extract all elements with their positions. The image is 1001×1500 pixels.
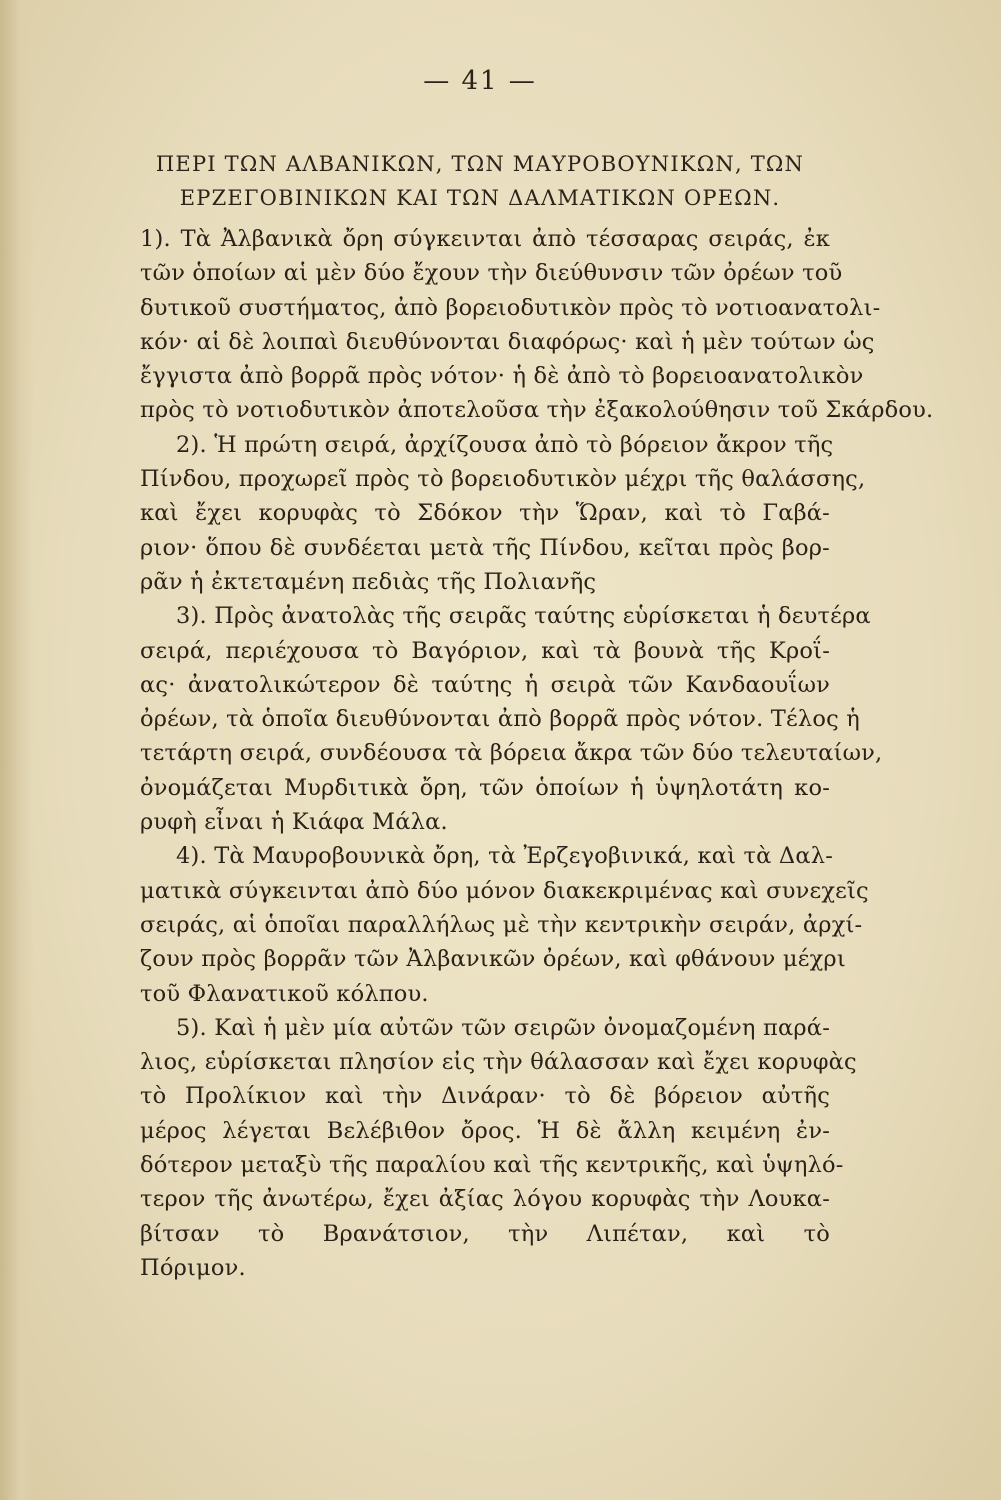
text-line: τῶν ὁποίων αἱ μὲν δύο ἔχουν τὴν διεύθυνσιν τῶν ὀρέων τοῦ — [140, 260, 843, 287]
text-line: 5). Καὶ ἡ μὲν μία αὐτῶν τῶν σειρῶν ὀνομαζομένη παρά- — [176, 1014, 830, 1041]
text-line: κόν· αἱ δὲ λοιπαὶ διευθύνονται διαφόρως· καὶ ἡ μὲν τούτων ὡς — [140, 328, 875, 355]
page-edge-shadow — [0, 0, 34, 1500]
text-line: δότερον μεταξὺ τῆς παραλίου καὶ τῆς κεντρικῆς, καὶ ὑψηλό- — [140, 1152, 844, 1179]
chapter-heading-line-2: ΕΡΖΕΓΟΒΙΝΙΚΩΝ ΚΑΙ ΤΩΝ ΔΑΛΜΑΤΙΚΩΝ ΟΡΕΩΝ. — [179, 186, 781, 210]
text-line: ας· ἀνατολικώτερον δὲ ταύτης ἡ σειρὰ τῶν Κανδαουΐων — [140, 671, 830, 698]
text-line: ριον· ὅπου δὲ συνδέεται μετὰ τῆς Πίνδου, κεῖται πρὸς βορ- — [140, 534, 830, 561]
text-line: Πίνδου, προχωρεῖ πρὸς τὸ βορειοδυτικὸν μέχρι τῆς θαλάσσης, — [140, 466, 866, 493]
text-line: δυτικοῦ συστήματος, ἀπὸ βορειοδυτικὸν πρὸς τὸ νοτιοανατολι- — [140, 294, 881, 321]
text-line: ματικὰ σύγκεινται ἀπὸ δύο μόνον διακεκριμένας καὶ συνεχεῖς — [140, 877, 869, 904]
text-line: ρυφὴ εἶναι ἡ Κιάφα Μάλα. — [140, 809, 448, 836]
text-line: βίτσαν τὸ Βρανάτσιον, τὴν Λιπέταν, καὶ τὸ — [140, 1220, 830, 1247]
text-line: πρὸς τὸ νοτιοδυτικὸν ἀποτελοῦσα τὴν ἐξακολούθησιν τοῦ Σκάρδου. — [140, 397, 934, 424]
text-line: τὸ Προλίκιον καὶ τὴν Δινάραν· τὸ δὲ βόρειον αὐτῆς — [140, 1083, 830, 1110]
text-line: καὶ ἔχει κορυφὰς τὸ Σδόκον τὴν Ὥραν, καὶ τὸ Γαβά- — [140, 500, 830, 527]
text-line: ὀρέων, τὰ ὁποῖα διευθύνονται ἀπὸ βορρᾶ πρὸς νότον. Τέλος ἡ — [140, 706, 860, 733]
text-line: 4). Τὰ Μαυροβουνικὰ ὄρη, τὰ Ἐρζεγοβινικά, καὶ τὰ Δαλ- — [176, 843, 834, 870]
text-line: ὀνομάζεται Μυρδιτικὰ ὄρη, τῶν ὁποίων ἡ ὑψηλοτάτη κο- — [140, 774, 830, 801]
text-line: τοῦ Φλανατικοῦ κόλπου. — [140, 980, 429, 1007]
text-line: τερον τῆς ἀνωτέρω, ἔχει ἀξίας λόγου κορυφὰς τὴν Λουκα- — [140, 1186, 830, 1213]
page-number: — 41 — — [423, 66, 537, 96]
text-line: ἔγγιστα ἀπὸ βορρᾶ πρὸς νότον· ἡ δὲ ἀπὸ τὸ βορειοανατολικὸν — [140, 363, 864, 390]
text-line: λιος, εὑρίσκεται πλησίον εἰς τὴν θάλασσαν καὶ ἔχει κορυφὰς — [140, 1049, 857, 1076]
text-line: τετάρτη σειρά, συνδέουσα τὰ βόρεια ἄκρα τῶν δύο τελευταίων, — [140, 740, 883, 767]
text-line: ρᾶν ἡ ἐκτεταμένη πεδιὰς τῆς Πολιανῆς — [140, 568, 597, 595]
text-line: 2). Ἡ πρώτη σειρά, ἀρχίζουσα ἀπὸ τὸ βόρειον ἄκρον τῆς — [176, 431, 834, 458]
text-line: σειρά, περιέχουσα τὸ Βαγόριον, καὶ τὰ βουνὰ τῆς Κροΐ- — [140, 637, 830, 664]
chapter-heading-line-1: ΠΕΡΙ ΤΩΝ ΑΛΒΑΝΙΚΩΝ, ΤΩΝ ΜΑΥΡΟΒΟΥΝΙΚΩΝ, ΤΩΝ — [155, 152, 805, 176]
text-line: μέρος λέγεται Βελέβιθον ὄρος. Ἡ δὲ ἄλλη κειμένη ἐν- — [140, 1117, 830, 1144]
text-line: 1). Τὰ Ἀλβανικὰ ὄρη σύγκεινται ἀπὸ τέσσαρας σειράς, ἐκ — [140, 226, 830, 252]
text-line: σειράς, αἱ ὁποῖαι παραλλήλως μὲ τὴν κεντρικὴν σειράν, ἀρχί- — [140, 911, 863, 938]
text-line: Πόριμον. — [140, 1254, 246, 1281]
body-text — [140, 222, 934, 1285]
text-line: ζουν πρὸς βορρᾶν τῶν Ἀλβανικῶν ὀρέων, καὶ φθάνουν μέχρι — [140, 946, 846, 973]
text-line: 3). Πρὸς ἀνατολὰς τῆς σειρᾶς ταύτης εὑρίσκεται ἡ δευτέρα — [176, 603, 871, 630]
